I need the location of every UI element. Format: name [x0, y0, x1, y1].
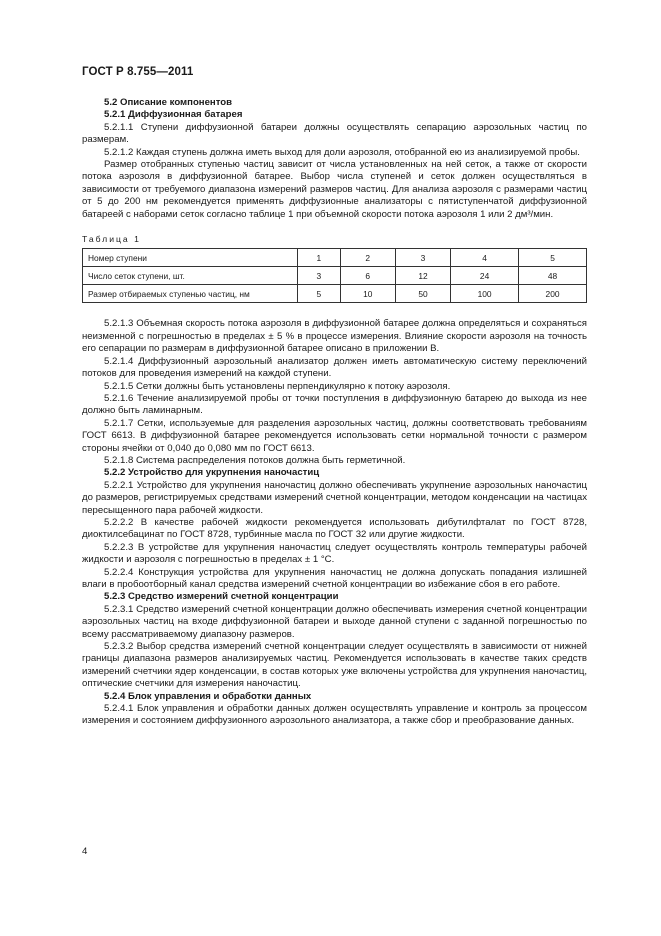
paragraph: 5.2.1.6 Течение анализируемой пробы от точки поступления в диффузионную батарею до выхода из нее должно быть ламинарным.	[82, 392, 587, 417]
table-cell: 3	[395, 249, 450, 267]
table-cell: 6	[340, 267, 395, 285]
table-cell: 24	[451, 267, 519, 285]
table-cell: 1	[298, 249, 341, 267]
row-label: Число сеток ступени, шт.	[83, 267, 298, 285]
paragraph: 5.2.3.1 Средство измерений счетной концентрации должно обеспечивать измерения счетной концентрации аэрозольных частиц на входе диффузионной батареи и выходе данной ступени с заданной погрешностью по всему рассматриваемому диапазону размеров.	[82, 603, 587, 640]
row-label: Номер ступени	[83, 249, 298, 267]
table-cell: 5	[519, 249, 587, 267]
table-cell: 48	[519, 267, 587, 285]
table-cell: 2	[340, 249, 395, 267]
table-row	[83, 249, 587, 267]
row-label: Размер отбираемых ступенью частиц, нм	[83, 285, 298, 303]
paragraph: 5.2.1.8 Система распределения потоков должна быть герметичной.	[104, 454, 406, 466]
paragraph: 5.2.2.4 Конструкция устройства для укрупнения наночастиц не должна допускать попадания излишней влаги в пробоотборный канал средства измерений счетной концентрации во избежание сбоя в его работе.	[82, 566, 587, 590]
paragraph: 5.2.2.2 В качестве рабочей жидкости рекомендуется использовать дибутилфталат по ГОСТ 8728, диоктилсебацинат по ГОСТ 8728, турбинные масла по ГОСТ 32 или другие жидкости.	[82, 516, 587, 541]
stages-table	[82, 248, 587, 303]
table-cell: 50	[395, 285, 450, 303]
page-header: ГОСТ Р 8.755—2011	[82, 66, 194, 78]
paragraph: 5.2.4.1 Блок управления и обработки данных должен осуществлять управление и контроль за процессом измерения и состоянием диффузионного аэрозольного анализатора, а также сбор и преобразование данных.	[82, 703, 587, 727]
page-number: 4	[82, 846, 88, 857]
paragraph: 5.2.1.4 Диффузионный аэрозольный анализатор должен иметь автоматическую систему переключений потоков для проведения измерений на каждой ступени.	[82, 355, 587, 380]
paragraph: 5.2.1.2 Каждая ступень должна иметь выход для доли аэрозоля, отобранной ею из анализируемой пробы.	[104, 146, 580, 158]
table-cell: 100	[451, 285, 519, 303]
section-heading: 5.2 Описание компонентов	[104, 97, 233, 108]
paragraph: 5.2.2.3 В устройстве для укрупнения наночастиц следует осуществлять контроль температуры рабочей жидкости и аэрозоля с погрешностью в пределах ± 1 °С.	[82, 541, 587, 566]
table-cell: 3	[298, 267, 341, 285]
paragraph: Размер отобранных ступенью частиц зависит от числа установленных на ней сеток, а также от скорости потока аэрозоля в диффузионной батарее. Выбор числа ступеней и сеток должен осуществляться в зависимости от требуемого диапазона измерений размеров частиц. Для анализа аэрозоля с размерами частиц от 5 до 200 нм рекомендуется применять диффузионные анализаторы с пятиступенчатой диффузионной батареей с наборами сеток согласно таблице 1 при объемной скорости потока аэрозоля 1 или 2 дм³/мин.	[82, 159, 587, 220]
section-heading: 5.2.4 Блок управления и обработки данных	[104, 690, 312, 702]
table-cell: 12	[395, 267, 450, 285]
section-heading: 5.2.1 Диффузионная батарея	[104, 109, 243, 121]
table-cell: 200	[519, 285, 587, 303]
table-cell: 4	[451, 249, 519, 267]
paragraph: 5.2.2.1 Устройство для укрупнения наночастиц должно обеспечивать укрупнение аэрозольных наночастиц до размеров, регистрируемых средствами измерений счетной концентрации, методом конденсации на частицах пересыщенного пара рабочей жидкости.	[82, 479, 587, 516]
table-caption: Таблица 1	[82, 234, 141, 245]
table-cell: 5	[298, 285, 341, 303]
paragraph: 5.2.1.1 Ступени диффузионной батареи должны осуществлять сепарацию аэрозольных частиц по размерам.	[82, 121, 587, 146]
section-heading: 5.2.2 Устройство для укрупнения наночастиц	[104, 467, 320, 479]
table-row	[83, 267, 587, 285]
document-body	[82, 97, 587, 728]
table-cell: 10	[340, 285, 395, 303]
table-row	[83, 285, 587, 303]
paragraph: 5.2.1.5 Сетки должны быть установлены перпендикулярно к потоку аэрозоля.	[104, 380, 451, 392]
paragraph: 5.2.1.7 Сетки, используемые для разделения аэрозольных частиц, должны соответствовать требованиям ГОСТ 6613. В диффузионной батарее рекомендуется использовать сетки нормальной точности с размером стороны ячейки от 0,040 до 0,080 мм по ГОСТ 6613.	[82, 417, 587, 454]
paragraph: 5.2.3.2 Выбор средства измерений счетной концентрации следует осуществлять в зависимости от нижней границы диапазона размеров анализируемых частиц. Рекомендуется использовать в качестве таких средств измерений счетчики ядер конденсации, в состав которых уже включены устройства для укрупнения наночастиц, оптические счетчики для измерения наночастиц.	[82, 641, 587, 690]
section-heading: 5.2.3 Средство измерений счетной концентрации	[104, 591, 339, 603]
paragraph: 5.2.1.3 Объемная скорость потока аэрозоля в диффузионной батарее должна определяться и сохраняться неизменной с погрешностью в пределах ± 5 % в процессе измерения. Влияние скорости аэрозоля на точность его сепарации по размерам в диффузионной батарее описано в приложении В.	[82, 318, 587, 355]
